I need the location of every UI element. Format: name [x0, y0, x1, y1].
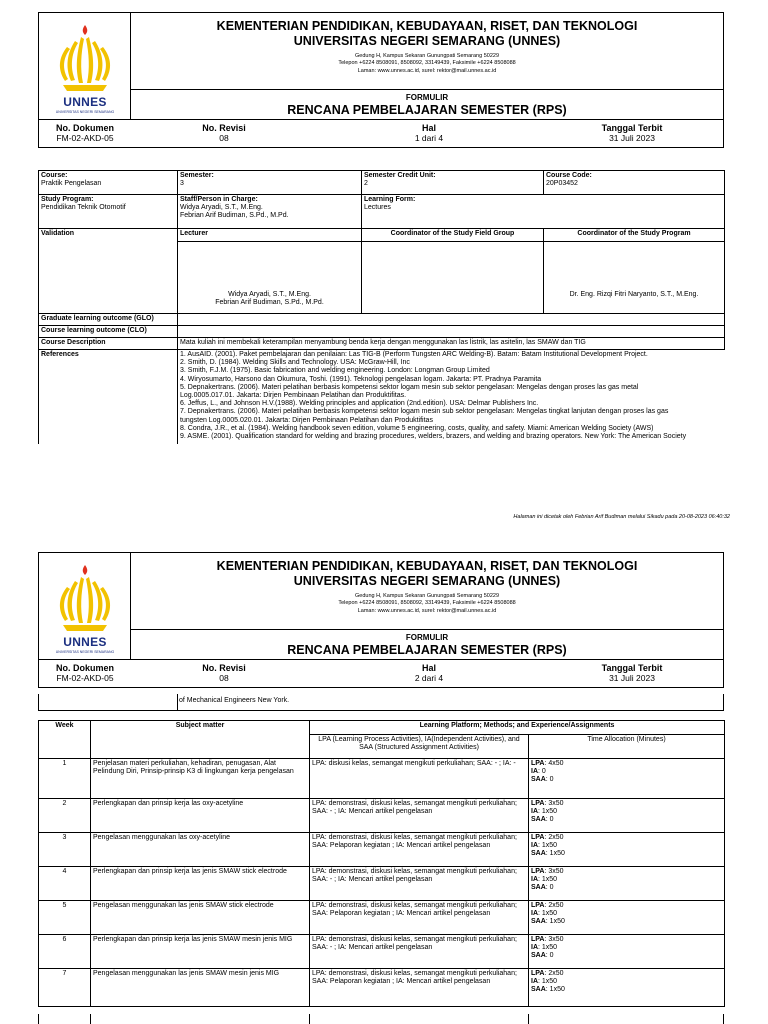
- clo-label: Course learning outcome (CLO): [39, 326, 178, 338]
- time-allocation: LPA: 3x50 IA: 1x50 SAA: 0: [529, 867, 725, 901]
- time-allocation: LPA: 2x50 IA: 1x50 SAA: 1x50: [529, 969, 725, 1007]
- page-number: Hal 2 dari 4: [414, 663, 444, 683]
- week-number: 3: [39, 833, 91, 867]
- coord-program-signature: Dr. Eng. Rizqi Fitri Naryanto, S.T., M.Eng.: [544, 242, 725, 314]
- schedule-row: [39, 867, 725, 901]
- address-line: Gedung H, Kampus Sekaran Gunungpati Semarang 50229: [354, 593, 499, 599]
- time-allocation: LPA: 2x50 IA: 1x50 SAA: 1x50: [529, 833, 725, 867]
- table-edge-activity: [528, 1014, 529, 1024]
- time-header: Time Allocation (Minutes): [529, 735, 725, 759]
- reference-item: 7. Depnakertrans. (2006). Materi pelatihan berbasis kompetensi sektor logam mesin sub sektor pengelasan: Mengelas tingkat lanjutan dengan proses las gas: [180, 408, 669, 416]
- time-allocation: LPA: 3x50 IA: 1x50 SAA: 0: [529, 935, 725, 969]
- lpa-time: 2x50: [548, 834, 564, 841]
- ia-time: 1x50: [541, 910, 558, 918]
- reference-item: Log.0005.017.01. Jakarta: Dirjen Pembinaan Pelatihan dan Produktifitas.: [180, 392, 407, 400]
- week-number: 2: [39, 799, 91, 833]
- lecturer-label: Lecturer: [178, 229, 362, 242]
- lpa-time: 3x50: [548, 868, 564, 875]
- revision-number: No. Revisi 08: [202, 663, 246, 683]
- lecturer-signature: Widya Aryadi, S.T., M.Eng. Febrian Arif Budiman, S.Pd., M.Pd.: [178, 242, 362, 314]
- semester-cell: Semester: 3: [178, 171, 362, 195]
- phone-line: Telepon +6224 8508091, 8508092, 33149439, Faksimile +6224 8508088: [338, 60, 516, 67]
- week-number: 5: [39, 901, 91, 935]
- week-number: 7: [39, 969, 91, 1007]
- address-line: Gedung H, Kampus Sekaran Gunungpati Semarang 50229: [354, 53, 499, 59]
- reference-item: 6. Jeffus, L., and Johnson H.V.(1988). Welding principles and application (2nd.edition). USA: Delmar Publishers Inc.: [180, 400, 539, 408]
- glo-label: Graduate learning outcome (GLO): [39, 314, 178, 326]
- logo-cell: [39, 553, 131, 659]
- activities: LPA: demonstrasi, diskusi kelas, semangat mengikuti perkuliahan; SAA: - ; IA: Mencari artikel pengelasan: [310, 935, 529, 969]
- logo-cell: [39, 13, 131, 119]
- institution-title: [131, 19, 723, 49]
- address-block: [131, 593, 723, 615]
- time-allocation: LPA: 2x50 IA: 1x50 SAA: 1x50: [529, 901, 725, 935]
- saa-time: 1x50: [549, 850, 565, 858]
- subject-matter: Perlengkapan dan prinsip kerja las oxy-acetyline: [91, 799, 310, 833]
- subject-matter: Pengelasan menggunakan las oxy-acetyline: [91, 833, 310, 867]
- reference-continued: of Mechanical Engineers New York.: [179, 697, 290, 704]
- glo-value: [178, 314, 725, 326]
- page1-header: [38, 12, 724, 148]
- ia-time: 1x50: [541, 944, 558, 952]
- formulir-label: FORMULIR: [405, 633, 449, 642]
- subject-matter: Perlengkapan dan prinsip kerja las jenis SMAW mesin jenis MIG: [91, 935, 310, 969]
- credit-cell: Semester Credit Unit: 2: [362, 171, 544, 195]
- logo-subtitle: UNIVERSITAS NEGERI SEMARANG: [55, 110, 115, 114]
- coord-field-label: Coordinator of the Study Field Group: [362, 229, 544, 242]
- schedule-row: [39, 833, 725, 867]
- reference-item: 2. Smith, D. (1984). Welding Skills and Technology. USA: McGraw-Hill, Inc: [180, 359, 410, 367]
- institution-title: [131, 559, 723, 589]
- activities: LPA: demonstrasi, diskusi kelas, semangat mengikuti perkuliahan; SAA: - ; IA: Mencari artikel pengelasan: [310, 799, 529, 833]
- schedule-table: [38, 720, 725, 1007]
- subject-matter: Pengelasan menggunakan las jenis SMAW mesin jenis MIG: [91, 969, 310, 1007]
- lpa-time: 2x50: [548, 902, 564, 909]
- activity-header: LPA (Learning Process Activities), IA(Independent Activities), and SAA (Structured Assignment Activities): [310, 735, 529, 759]
- subject-matter: Pengelasan menggunakan las jenis SMAW stick electrode: [91, 901, 310, 935]
- schedule-row: [39, 799, 725, 833]
- table-edge-subject: [309, 1014, 310, 1024]
- address-block: [131, 53, 723, 75]
- description-label: Course Description: [39, 338, 178, 350]
- learning-form-cell: Learning Form: Lectures: [362, 195, 725, 229]
- schedule-row: [39, 901, 725, 935]
- lpa-time: 3x50: [548, 936, 564, 943]
- activities: LPA: demonstrasi, diskusi kelas, semangat mengikuti perkuliahan; SAA: Pelaporan kegiatan ; IA: Mencari artikel pengelasan: [310, 901, 529, 935]
- reference-item: 5. Depnakertrans. (2006). Materi pelatihan berbasis kompetensi sektor logam mesin sub sektor pengelasan: Mengelas dengan proses las gas metal: [180, 383, 639, 391]
- reference-item: tungsten Log.0005.020.01. Jakarta: Dirjen Pembinaan Pelatihan dan Produktifitas: [180, 416, 433, 424]
- saa-time: 0: [549, 776, 554, 784]
- platform-header: Learning Platform; Methods; and Experience/Assignments: [310, 721, 725, 735]
- form-title: RENCANA PEMBELAJARAN SEMESTER (RPS): [287, 643, 567, 657]
- doc-number: No. Dokumen FM-02-AKD-05: [55, 123, 114, 143]
- saa-time: 0: [549, 816, 554, 824]
- issue-date: Tanggal Terbit 31 Juli 2023: [601, 123, 663, 143]
- activities: LPA: demonstrasi, diskusi kelas, semangat mengikuti perkuliahan; SAA: - ; IA: Mencari artikel pengelasan: [310, 867, 529, 901]
- reference-item: 8. Condra, J.R., et al. (1984). Welding handbook seven edition, volume 5 engineering, costs, quality, and safety. Miami: American Welding Society (AWS): [180, 424, 654, 432]
- validation-label: Validation: [39, 229, 178, 314]
- week-header: Week: [39, 721, 91, 759]
- university-name: UNIVERSITAS NEGERI SEMARANG (UNNES): [293, 574, 561, 588]
- web-line: Laman: www.unnes.ac.id, surel: rektor@mail.unnes.ac.id: [357, 607, 497, 614]
- table-edge-left: [38, 1014, 39, 1024]
- references-list: [178, 350, 725, 444]
- schedule-row: [39, 759, 725, 799]
- lpa-time: 3x50: [548, 800, 564, 807]
- web-line: Laman: www.unnes.ac.id, surel: rektor@mail.unnes.ac.id: [357, 67, 497, 74]
- reference-item: 3. Smith, F.J.M. (1975). Basic fabrication and welding engineering. London: Longman Group Limited: [180, 367, 490, 375]
- ministry-name: KEMENTERIAN PENDIDIKAN, KEBUDAYAAN, RISET, DAN TEKNOLOGI: [216, 19, 638, 33]
- subject-header: Subject matter: [91, 721, 310, 759]
- ia-time: 1x50: [541, 978, 558, 986]
- coord-field-signature: [362, 242, 544, 314]
- clo-value: [178, 326, 725, 338]
- subject-matter: Perlengkapan dan prinsip kerja las jenis SMAW stick electrode: [91, 867, 310, 901]
- doc-number: No. Dokumen FM-02-AKD-05: [55, 663, 114, 683]
- ia-time: 1x50: [541, 876, 558, 884]
- description-value: Mata kuliah ini membekali keterampilan menyambung benda kerja dengan menggunakan las listrik, las asitelin, las SMAW dan TIG: [178, 338, 725, 350]
- phone-line: Telepon +6224 8508091, 8508092, 33149439, Faksimile +6224 8508088: [338, 600, 516, 607]
- schedule-row: [39, 969, 725, 1007]
- staff-cell: Staff/Person in Charge: Widya Aryadi, S.T., M.Eng. Febrian Arif Budiman, S.Pd., M.Pd.: [178, 195, 362, 229]
- saa-time: 0: [549, 952, 554, 960]
- reference-item: 4. Wiryosumarto, Harsono dan Okumura, Toshi. (1991). Teknologi pengelasan logam. Jakarta: PT. Pradnya Paramita: [180, 375, 542, 383]
- lpa-time: 2x50: [548, 970, 564, 977]
- time-allocation: LPA: 4x50 IA: 0 SAA: 0: [529, 759, 725, 799]
- ia-time: 1x50: [541, 808, 558, 816]
- week-number: 1: [39, 759, 91, 799]
- activities: LPA: demonstrasi, diskusi kelas, semangat mengikuti perkuliahan; SAA: Pelaporan kegiatan ; IA: Mencari artikel pengelasan: [310, 969, 529, 1007]
- page-number: Hal 1 dari 4: [414, 123, 444, 143]
- references-continuation: [38, 694, 724, 710]
- ministry-name: KEMENTERIAN PENDIDIKAN, KEBUDAYAAN, RISET, DAN TEKNOLOGI: [216, 559, 638, 573]
- week-number: 4: [39, 867, 91, 901]
- saa-time: 0: [549, 884, 554, 892]
- revision-number: No. Revisi 08: [202, 123, 246, 143]
- schedule-row: [39, 935, 725, 969]
- saa-time: 1x50: [549, 918, 565, 926]
- course-cell: Course: Praktik Pengelasan: [39, 171, 178, 195]
- code-cell: Course Code: 20P03452: [544, 171, 725, 195]
- subject-matter: Penjelasan materi perkuliahan, kehadiran, penugasan, Alat Pelindung Diri, Prinsip-prinsip K3 di lingkungan kerja pengelasan: [91, 759, 310, 799]
- logo-subtitle: UNIVERSITAS NEGERI SEMARANG: [55, 650, 115, 654]
- issue-date: Tanggal Terbit 31 Juli 2023: [601, 663, 663, 683]
- reference-item: 1. AusAID. (2001). Paket pembelajaran dan penilaian: Las TIG-B (Perform Tungsten ARC Welding-B). Batam: Batam Institutional Development Project.: [180, 351, 648, 358]
- ia-time: 0: [541, 768, 546, 776]
- form-title: RENCANA PEMBELAJARAN SEMESTER (RPS): [287, 103, 567, 117]
- program-cell: Study Program: Pendidikan Teknik Otomotif: [39, 195, 178, 229]
- coord-program-label: Coordinator of the Study Program: [544, 229, 725, 242]
- ia-time: 1x50: [541, 842, 558, 850]
- week-number: 6: [39, 935, 91, 969]
- logo-wordmark: UNNES: [63, 95, 107, 109]
- time-allocation: LPA: 3x50 IA: 1x50 SAA: 0: [529, 799, 725, 833]
- course-info-table: [38, 170, 725, 444]
- page2-header: [38, 552, 724, 688]
- table-edge-week: [90, 1014, 91, 1024]
- university-name: UNIVERSITAS NEGERI SEMARANG (UNNES): [293, 34, 561, 48]
- formulir-label: FORMULIR: [405, 93, 449, 102]
- table-edge-right: [723, 1014, 724, 1024]
- activities: LPA: demonstrasi, diskusi kelas, semangat mengikuti perkuliahan; SAA: Pelaporan kegiatan ; IA: Mencari artikel pengelasan: [310, 833, 529, 867]
- print-footnote: Halaman ini dicetak oleh Febrian Arif Budiman melalui Sikadu pada 20-08-2023 06:40:32: [513, 514, 730, 520]
- saa-time: 1x50: [549, 986, 565, 994]
- reference-item: 9. ASME. (2001). Qualification standard for welding and brazing procedures, welders, brazers, and welding and brazing operators. New York: The American Society: [180, 433, 687, 441]
- activities: LPA: diskusi kelas, semangat mengikuti perkuliahan; SAA: - ; IA: -: [310, 759, 529, 799]
- lpa-time: 4x50: [548, 760, 564, 767]
- logo-wordmark: UNNES: [63, 635, 107, 649]
- references-label: References: [39, 350, 178, 444]
